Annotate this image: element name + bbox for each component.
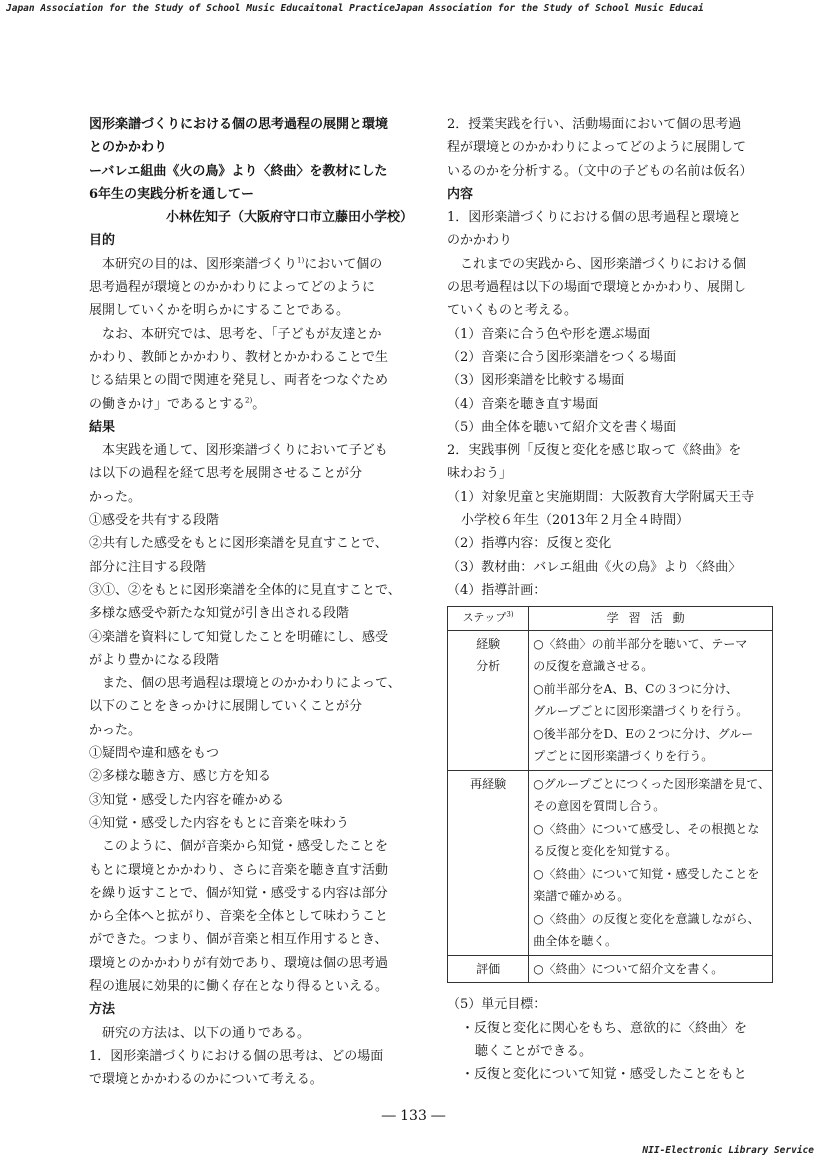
paragraph-line: 程の進展に効果的に働く存在となり得るといえる。	[89, 978, 389, 994]
list-item: ③①、②をもとに図形楽譜を全体的に見直すことで、	[89, 582, 401, 598]
paragraph-line: 1．図形楽譜づくりにおける個の思考過程と環境と	[447, 210, 742, 226]
paragraph-line: 2．実践事例「反復と変化を感じ取って《終曲》を	[447, 443, 742, 459]
activity-cell: ○〈終曲〉について紹介文を書く。	[529, 955, 773, 983]
list-item: ①感受を共有する段階	[89, 513, 220, 529]
stage-cell: 経験 分析	[448, 630, 529, 770]
list-item: 多様な感受や新たな知覚が引き出される段階	[89, 606, 350, 622]
content-heading: 内容	[447, 186, 474, 202]
list-item: （5）曲全体を聴いて紹介文を書く場面	[447, 419, 677, 435]
paragraph-line: を繰り返すことで、個が知覚・感受する内容は部分	[89, 885, 388, 901]
list-item: （3）図形楽譜を比較する場面	[447, 373, 625, 389]
goal-heading: （5）単元目標：	[447, 997, 547, 1013]
list-item: （4）指導計画：	[447, 582, 547, 598]
list-item: ・反復と変化について知覚・感受したことをもと	[461, 1067, 747, 1083]
paragraph-line: また、個の思考過程は環境とのかかわりによって、	[102, 676, 401, 692]
activity-cell: ○グループごとにつくった図形楽譜を見て、 その意図を質問し合う。 ○〈終曲〉について感受し、その根拠とな る反復と変化を知覚する。 ○〈終曲〉について知覚・感受したことを 楽譜で確かめる。 ○〈終曲〉の反復と変化を意識しながら、 曲全体を聴く。	[529, 770, 773, 955]
paragraph-line: ができた。つまり、個が音楽と相互作用するとき、	[89, 932, 388, 948]
paragraph-line: かわり、教師とかかわり、教材とかかわることで生	[89, 349, 389, 365]
paragraph-line: 味わおう」	[447, 466, 513, 482]
table-header-row	[448, 607, 773, 631]
step-header: ステップ$^{3)}$	[448, 607, 529, 631]
paragraph-line: かった。	[89, 489, 142, 505]
paragraph-line: 研究の方法は、以下の通りである。	[102, 1025, 311, 1041]
paragraph-line: いるのかを分析する。（文中の子どもの名前は仮名）	[447, 163, 753, 179]
stage-cell: 再経験	[448, 770, 529, 955]
paragraph-line: 本実践を通して、図形楽譜づくりにおいて子ども	[102, 443, 388, 459]
page-header: Japan Association for the Study of School Music Educaitonal PracticeJapan Association for the Study of School Music Educai	[6, 3, 704, 14]
list-item: ③知覚・感受した内容を確かめる	[89, 792, 285, 808]
list-item-continuation: 小学校６年生（2013年２月全４時間）	[461, 513, 690, 529]
purpose-heading: 目的	[89, 233, 116, 249]
paragraph-line: 以下のことをきっかけに展開していくことが分	[89, 699, 363, 715]
author: 小林佐知子（大阪府守口市立藤田小学校）	[165, 210, 413, 226]
paragraph-line: のかかわり	[447, 233, 513, 249]
paragraph-line: 程が環境とのかかわりによってどのように展開して	[447, 140, 747, 156]
paragraph-line: 本研究の目的は、図形楽譜づくり$^{1)}$において個の	[102, 256, 383, 272]
list-item: ④楽譜を資料にして知覚したことを明確にし、感受	[89, 629, 389, 645]
list-item: ②多様な聴き方、感じ方を知る	[89, 769, 272, 785]
paragraph-line: なお、本研究では、思考を、「子どもが友達とか	[102, 326, 382, 342]
paragraph-line: このように、個が音楽から知覚・感受したことを	[102, 839, 389, 855]
activity-cell: ○〈終曲〉の前半部分を聴いて、テーマ の反復を意識させる。 ○前半部分をA、B、Cの３つに分け、 グループごとに図形楽譜づくりを行う。 ○後半部分をD、Eの２つに分け、グルー プごとに図形楽譜づくりを行う。	[529, 630, 773, 770]
list-item: 部分に注目する段階	[89, 559, 207, 575]
title-line: とのかかわり	[89, 140, 168, 156]
stage-cell: 評価	[448, 955, 529, 983]
table-row	[448, 630, 773, 770]
paragraph-line: の働きかけ」であるとする$^{2)}$。	[89, 396, 266, 412]
list-item: （2）指導内容：反復と変化	[447, 536, 612, 552]
table-row	[448, 955, 773, 983]
list-item: （1）対象児童と実施期間：大阪教育大学附属天王寺	[447, 489, 755, 505]
page-footer: NII-Electronic Library Service	[642, 1145, 814, 1156]
lesson-plan-table	[447, 606, 773, 983]
paragraph-line: かった。	[89, 722, 142, 738]
activity-header: 学習活動	[529, 607, 773, 631]
list-item: （2）音楽に合う図形楽譜をつくる場面	[447, 349, 677, 365]
results-heading: 結果	[89, 419, 116, 435]
title-line: 図形楽譜づくりにおける個の思考過程の展開と環境	[89, 117, 389, 132]
paragraph-line: 展開していくかを明らかにすることである。	[89, 303, 350, 319]
paragraph-line: じる結果との間で関連を発見し、両者をつなぐため	[89, 373, 389, 389]
paragraph-line: もとに環境とかかわり、さらに音楽を聴き直す活動	[89, 862, 389, 878]
list-item: （4）音楽を聴き直す場面	[447, 396, 599, 412]
page-number: ― 133 ―	[381, 1108, 446, 1124]
list-item: がより豊かになる段階	[89, 652, 220, 668]
paragraph-line: は以下の過程を経て思考を展開させることが分	[89, 466, 363, 482]
list-item: ④知覚・感受した内容をもとに音楽を味わう	[89, 815, 350, 831]
subtitle-line: 6年生の実践分析を通してー	[89, 186, 255, 202]
paragraph-line: の思考過程は以下の場面で環境とかかわり、展開し	[447, 280, 747, 296]
paragraph-line: ていくものと考える。	[447, 303, 578, 319]
list-item: ①疑問や違和感をもつ	[89, 746, 220, 762]
paragraph-line: から全体へと拡がり、音楽を全体として味わうこと	[89, 909, 389, 925]
list-item: （1）音楽に合う色や形を選ぶ場面	[447, 326, 651, 342]
paragraph-line: 2．授業実践を行い、活動場面において個の思考過	[447, 117, 742, 132]
left-column	[89, 113, 419, 1091]
list-item: （3）教材曲：バレエ組曲《火の鳥》より〈終曲〉	[447, 559, 742, 575]
paragraph-line: で環境とかかわるのかについて考える。	[89, 1072, 323, 1088]
method-heading: 方法	[89, 1002, 116, 1018]
right-column	[447, 113, 775, 1086]
paragraph-line: 環境とのかかわりが有効であり、環境は個の思考過	[89, 955, 389, 971]
paragraph-line: 思考過程が環境とのかかわりによってどのように	[89, 280, 376, 296]
table-row	[448, 770, 773, 955]
paragraph-line: これまでの実践から、図形楽譜づくりにおける個	[460, 256, 747, 272]
list-item: ②共有した感受をもとに図形楽譜を見直すことで、	[89, 536, 388, 552]
subtitle-line: ーバレエ組曲《火の鳥》より〈終曲〉を教材にした	[89, 163, 388, 179]
list-item: ・反復と変化に関心をもち、意欲的に〈終曲〉を	[461, 1020, 748, 1036]
list-item-continuation: 聴くことができる。	[475, 1043, 593, 1059]
paragraph-line: 1．図形楽譜づくりにおける個の思考は、どの場面	[89, 1048, 384, 1064]
